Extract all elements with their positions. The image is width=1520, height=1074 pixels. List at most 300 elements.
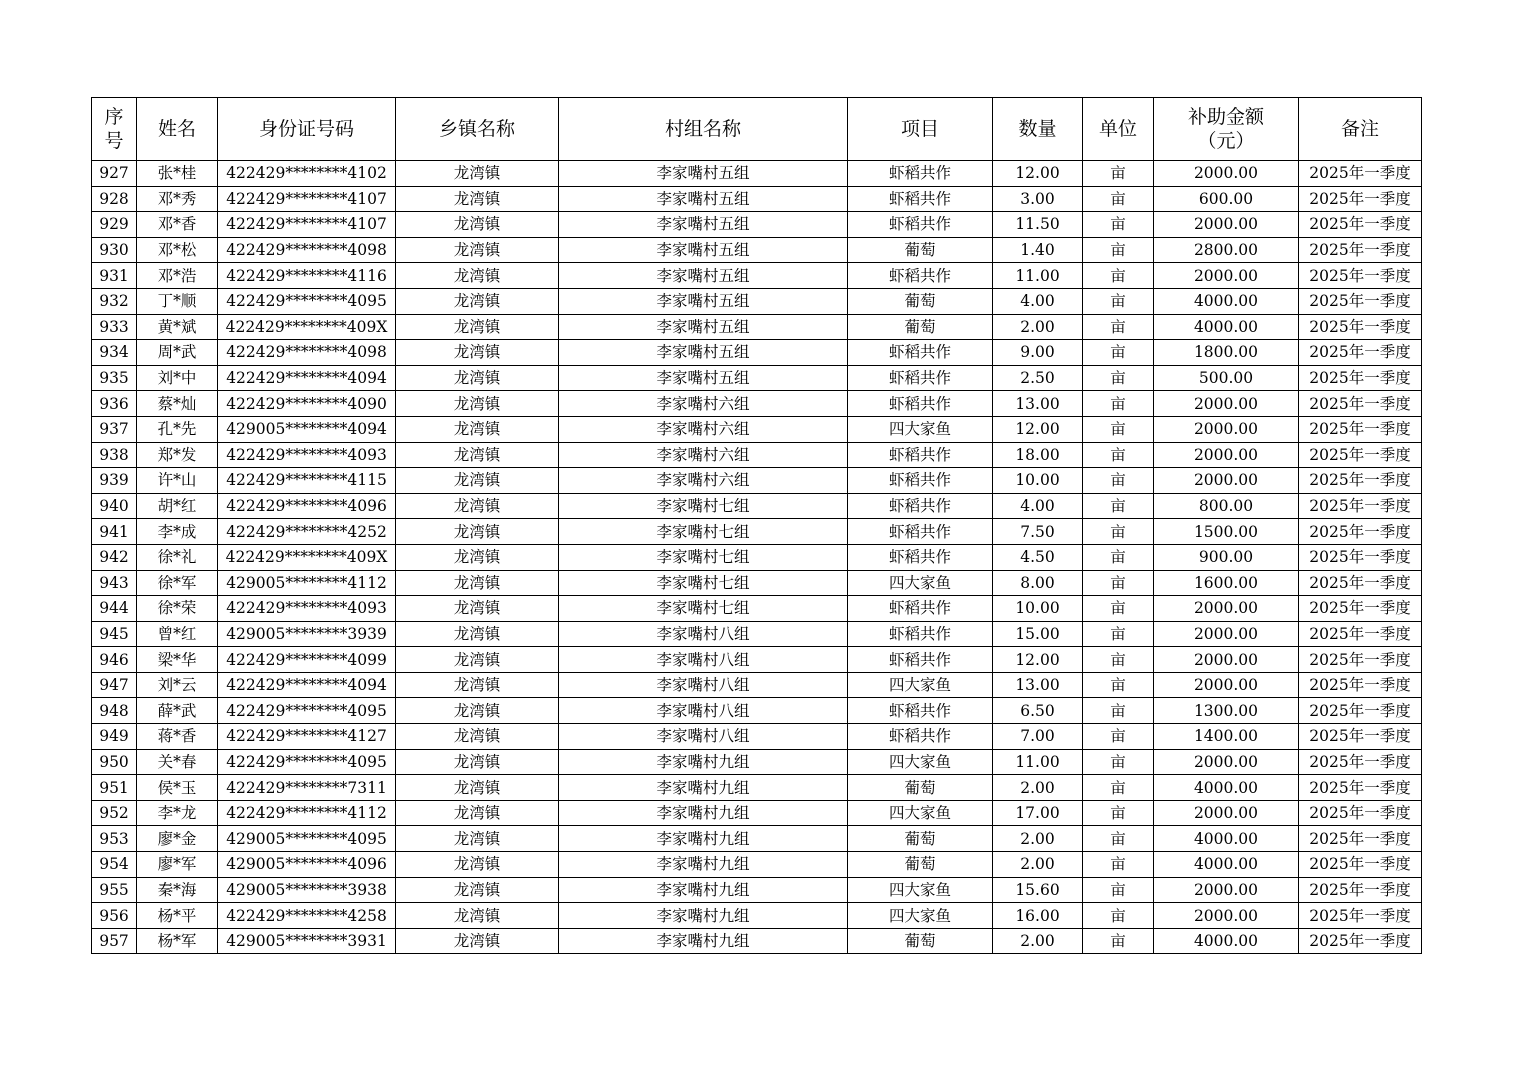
cell-town: 龙湾镇 xyxy=(396,698,559,724)
cell-name: 徐*荣 xyxy=(137,596,218,622)
cell-seq: 955 xyxy=(92,877,137,903)
cell-remarks: 2025年一季度 xyxy=(1299,468,1422,494)
cell-town: 龙湾镇 xyxy=(396,237,559,263)
cell-seq: 942 xyxy=(92,544,137,570)
cell-village-group: 李家嘴村七组 xyxy=(559,493,848,519)
cell-id-number: 422429********4095 xyxy=(218,698,396,724)
cell-quantity: 8.00 xyxy=(993,570,1083,596)
cell-seq: 932 xyxy=(92,288,137,314)
cell-subsidy-amount: 900.00 xyxy=(1154,544,1299,570)
header-project: 项目 xyxy=(848,98,993,161)
cell-seq: 938 xyxy=(92,442,137,468)
cell-project: 虾稻共作 xyxy=(848,621,993,647)
cell-quantity: 11.00 xyxy=(993,749,1083,775)
cell-project: 虾稻共作 xyxy=(848,724,993,750)
cell-town: 龙湾镇 xyxy=(396,903,559,929)
cell-project: 葡萄 xyxy=(848,775,993,801)
cell-remarks: 2025年一季度 xyxy=(1299,519,1422,545)
cell-village-group: 李家嘴村五组 xyxy=(559,314,848,340)
cell-id-number: 422429********4127 xyxy=(218,724,396,750)
header-unit: 单位 xyxy=(1083,98,1154,161)
cell-village-group: 李家嘴村五组 xyxy=(559,186,848,212)
cell-seq: 930 xyxy=(92,237,137,263)
cell-subsidy-amount: 600.00 xyxy=(1154,186,1299,212)
cell-project: 虾稻共作 xyxy=(848,186,993,212)
cell-quantity: 3.00 xyxy=(993,186,1083,212)
cell-unit: 亩 xyxy=(1083,544,1154,570)
cell-village-group: 李家嘴村九组 xyxy=(559,749,848,775)
cell-remarks: 2025年一季度 xyxy=(1299,493,1422,519)
cell-village-group: 李家嘴村八组 xyxy=(559,672,848,698)
cell-seq: 940 xyxy=(92,493,137,519)
cell-unit: 亩 xyxy=(1083,340,1154,366)
cell-unit: 亩 xyxy=(1083,416,1154,442)
table-row xyxy=(92,519,1422,545)
cell-subsidy-amount: 2000.00 xyxy=(1154,877,1299,903)
cell-town: 龙湾镇 xyxy=(396,519,559,545)
cell-id-number: 422429********4107 xyxy=(218,212,396,238)
cell-remarks: 2025年一季度 xyxy=(1299,365,1422,391)
cell-town: 龙湾镇 xyxy=(396,800,559,826)
cell-subsidy-amount: 1300.00 xyxy=(1154,698,1299,724)
cell-id-number: 429005********3931 xyxy=(218,928,396,954)
cell-seq: 944 xyxy=(92,596,137,622)
cell-project: 四大家鱼 xyxy=(848,672,993,698)
cell-unit: 亩 xyxy=(1083,724,1154,750)
cell-village-group: 李家嘴村六组 xyxy=(559,416,848,442)
table-row xyxy=(92,698,1422,724)
subsidy-roster-table xyxy=(91,97,1422,954)
cell-subsidy-amount: 4000.00 xyxy=(1154,852,1299,878)
cell-town: 龙湾镇 xyxy=(396,493,559,519)
cell-id-number: 422429********4112 xyxy=(218,800,396,826)
cell-seq: 951 xyxy=(92,775,137,801)
table-row xyxy=(92,544,1422,570)
table-row xyxy=(92,877,1422,903)
cell-subsidy-amount: 2000.00 xyxy=(1154,621,1299,647)
cell-town: 龙湾镇 xyxy=(396,365,559,391)
cell-remarks: 2025年一季度 xyxy=(1299,749,1422,775)
cell-seq: 954 xyxy=(92,852,137,878)
cell-subsidy-amount: 4000.00 xyxy=(1154,288,1299,314)
cell-subsidy-amount: 1600.00 xyxy=(1154,570,1299,596)
cell-remarks: 2025年一季度 xyxy=(1299,672,1422,698)
table-row xyxy=(92,263,1422,289)
cell-quantity: 12.00 xyxy=(993,647,1083,673)
cell-project: 四大家鱼 xyxy=(848,416,993,442)
cell-town: 龙湾镇 xyxy=(396,826,559,852)
table-body xyxy=(92,161,1422,954)
table-row xyxy=(92,365,1422,391)
cell-village-group: 李家嘴村六组 xyxy=(559,442,848,468)
cell-quantity: 17.00 xyxy=(993,800,1083,826)
cell-id-number: 422429********4096 xyxy=(218,493,396,519)
cell-project: 葡萄 xyxy=(848,237,993,263)
cell-quantity: 12.00 xyxy=(993,161,1083,187)
cell-id-number: 422429********4093 xyxy=(218,596,396,622)
cell-project: 四大家鱼 xyxy=(848,800,993,826)
cell-village-group: 李家嘴村六组 xyxy=(559,468,848,494)
cell-unit: 亩 xyxy=(1083,288,1154,314)
cell-subsidy-amount: 1500.00 xyxy=(1154,519,1299,545)
cell-town: 龙湾镇 xyxy=(396,621,559,647)
cell-subsidy-amount: 500.00 xyxy=(1154,365,1299,391)
cell-subsidy-amount: 2000.00 xyxy=(1154,903,1299,929)
cell-village-group: 李家嘴村八组 xyxy=(559,647,848,673)
cell-quantity: 10.00 xyxy=(993,468,1083,494)
cell-unit: 亩 xyxy=(1083,186,1154,212)
cell-project: 葡萄 xyxy=(848,288,993,314)
cell-name: 侯*玉 xyxy=(137,775,218,801)
cell-town: 龙湾镇 xyxy=(396,544,559,570)
cell-village-group: 李家嘴村八组 xyxy=(559,724,848,750)
table-row xyxy=(92,775,1422,801)
cell-project: 虾稻共作 xyxy=(848,468,993,494)
cell-subsidy-amount: 1400.00 xyxy=(1154,724,1299,750)
cell-village-group: 李家嘴村九组 xyxy=(559,903,848,929)
cell-quantity: 2.00 xyxy=(993,928,1083,954)
cell-project: 葡萄 xyxy=(848,826,993,852)
cell-subsidy-amount: 2000.00 xyxy=(1154,596,1299,622)
cell-subsidy-amount: 4000.00 xyxy=(1154,314,1299,340)
cell-village-group: 李家嘴村五组 xyxy=(559,237,848,263)
cell-id-number: 422429********4107 xyxy=(218,186,396,212)
cell-quantity: 11.00 xyxy=(993,263,1083,289)
header-subsidy-amount: 补助金额（元） xyxy=(1154,98,1299,161)
cell-subsidy-amount: 800.00 xyxy=(1154,493,1299,519)
cell-remarks: 2025年一季度 xyxy=(1299,800,1422,826)
cell-name: 杨*平 xyxy=(137,903,218,929)
cell-quantity: 2.00 xyxy=(993,852,1083,878)
cell-id-number: 422429********4093 xyxy=(218,442,396,468)
cell-village-group: 李家嘴村九组 xyxy=(559,852,848,878)
cell-id-number: 422429********4094 xyxy=(218,365,396,391)
cell-village-group: 李家嘴村九组 xyxy=(559,775,848,801)
table-row xyxy=(92,161,1422,187)
cell-name: 邓*松 xyxy=(137,237,218,263)
cell-village-group: 李家嘴村七组 xyxy=(559,570,848,596)
cell-name: 廖*军 xyxy=(137,852,218,878)
table-row xyxy=(92,212,1422,238)
header-remarks: 备注 xyxy=(1299,98,1422,161)
cell-village-group: 李家嘴村五组 xyxy=(559,263,848,289)
table-row xyxy=(92,749,1422,775)
cell-id-number: 422429********409X xyxy=(218,544,396,570)
cell-id-number: 422429********4116 xyxy=(218,263,396,289)
cell-quantity: 2.00 xyxy=(993,775,1083,801)
cell-remarks: 2025年一季度 xyxy=(1299,416,1422,442)
cell-remarks: 2025年一季度 xyxy=(1299,570,1422,596)
cell-project: 葡萄 xyxy=(848,314,993,340)
cell-quantity: 11.50 xyxy=(993,212,1083,238)
cell-town: 龙湾镇 xyxy=(396,647,559,673)
cell-village-group: 李家嘴村五组 xyxy=(559,340,848,366)
cell-name: 薛*武 xyxy=(137,698,218,724)
table-row xyxy=(92,468,1422,494)
cell-town: 龙湾镇 xyxy=(396,596,559,622)
cell-name: 邓*香 xyxy=(137,212,218,238)
cell-seq: 935 xyxy=(92,365,137,391)
document-page xyxy=(91,97,1421,954)
table-row xyxy=(92,596,1422,622)
header-seq: 序号 xyxy=(92,98,137,161)
cell-seq: 946 xyxy=(92,647,137,673)
cell-name: 李*成 xyxy=(137,519,218,545)
header-id-number: 身份证号码 xyxy=(218,98,396,161)
cell-name: 杨*军 xyxy=(137,928,218,954)
cell-project: 虾稻共作 xyxy=(848,519,993,545)
cell-name: 梁*华 xyxy=(137,647,218,673)
table-row xyxy=(92,647,1422,673)
cell-project: 四大家鱼 xyxy=(848,877,993,903)
cell-town: 龙湾镇 xyxy=(396,288,559,314)
cell-id-number: 429005********4095 xyxy=(218,826,396,852)
cell-project: 四大家鱼 xyxy=(848,749,993,775)
header-name: 姓名 xyxy=(137,98,218,161)
cell-seq: 927 xyxy=(92,161,137,187)
cell-seq: 939 xyxy=(92,468,137,494)
cell-name: 丁*顺 xyxy=(137,288,218,314)
cell-subsidy-amount: 2000.00 xyxy=(1154,161,1299,187)
cell-subsidy-amount: 4000.00 xyxy=(1154,826,1299,852)
cell-id-number: 422429********4090 xyxy=(218,391,396,417)
cell-id-number: 429005********3938 xyxy=(218,877,396,903)
cell-unit: 亩 xyxy=(1083,647,1154,673)
cell-village-group: 李家嘴村七组 xyxy=(559,519,848,545)
cell-seq: 941 xyxy=(92,519,137,545)
cell-village-group: 李家嘴村五组 xyxy=(559,365,848,391)
cell-subsidy-amount: 4000.00 xyxy=(1154,928,1299,954)
cell-town: 龙湾镇 xyxy=(396,263,559,289)
cell-subsidy-amount: 2000.00 xyxy=(1154,391,1299,417)
cell-seq: 949 xyxy=(92,724,137,750)
cell-remarks: 2025年一季度 xyxy=(1299,775,1422,801)
cell-unit: 亩 xyxy=(1083,903,1154,929)
cell-seq: 952 xyxy=(92,800,137,826)
cell-unit: 亩 xyxy=(1083,621,1154,647)
table-row xyxy=(92,186,1422,212)
cell-unit: 亩 xyxy=(1083,314,1154,340)
cell-unit: 亩 xyxy=(1083,749,1154,775)
cell-subsidy-amount: 2800.00 xyxy=(1154,237,1299,263)
cell-remarks: 2025年一季度 xyxy=(1299,928,1422,954)
cell-id-number: 422429********4115 xyxy=(218,468,396,494)
cell-unit: 亩 xyxy=(1083,519,1154,545)
cell-seq: 948 xyxy=(92,698,137,724)
cell-quantity: 16.00 xyxy=(993,903,1083,929)
cell-id-number: 429005********4112 xyxy=(218,570,396,596)
cell-project: 虾稻共作 xyxy=(848,212,993,238)
cell-project: 虾稻共作 xyxy=(848,365,993,391)
cell-subsidy-amount: 2000.00 xyxy=(1154,212,1299,238)
cell-seq: 936 xyxy=(92,391,137,417)
cell-id-number: 422429********4098 xyxy=(218,340,396,366)
cell-quantity: 4.00 xyxy=(993,288,1083,314)
cell-village-group: 李家嘴村九组 xyxy=(559,826,848,852)
cell-remarks: 2025年一季度 xyxy=(1299,621,1422,647)
cell-name: 蔡*灿 xyxy=(137,391,218,417)
cell-project: 虾稻共作 xyxy=(848,391,993,417)
cell-name: 邓*秀 xyxy=(137,186,218,212)
cell-id-number: 422429********4095 xyxy=(218,749,396,775)
cell-town: 龙湾镇 xyxy=(396,749,559,775)
cell-name: 郑*发 xyxy=(137,442,218,468)
cell-seq: 945 xyxy=(92,621,137,647)
cell-id-number: 429005********4094 xyxy=(218,416,396,442)
cell-seq: 953 xyxy=(92,826,137,852)
cell-id-number: 422429********7311 xyxy=(218,775,396,801)
cell-remarks: 2025年一季度 xyxy=(1299,288,1422,314)
cell-quantity: 2.50 xyxy=(993,365,1083,391)
table-row xyxy=(92,288,1422,314)
cell-name: 黄*斌 xyxy=(137,314,218,340)
cell-subsidy-amount: 2000.00 xyxy=(1154,749,1299,775)
cell-unit: 亩 xyxy=(1083,365,1154,391)
cell-town: 龙湾镇 xyxy=(396,340,559,366)
cell-quantity: 7.00 xyxy=(993,724,1083,750)
cell-remarks: 2025年一季度 xyxy=(1299,340,1422,366)
cell-seq: 956 xyxy=(92,903,137,929)
cell-name: 刘*中 xyxy=(137,365,218,391)
cell-project: 虾稻共作 xyxy=(848,493,993,519)
cell-town: 龙湾镇 xyxy=(396,570,559,596)
cell-id-number: 422429********4102 xyxy=(218,161,396,187)
cell-project: 虾稻共作 xyxy=(848,340,993,366)
cell-seq: 937 xyxy=(92,416,137,442)
cell-town: 龙湾镇 xyxy=(396,391,559,417)
cell-remarks: 2025年一季度 xyxy=(1299,724,1422,750)
cell-name: 秦*海 xyxy=(137,877,218,903)
cell-unit: 亩 xyxy=(1083,237,1154,263)
cell-seq: 934 xyxy=(92,340,137,366)
header-quantity: 数量 xyxy=(993,98,1083,161)
table-row xyxy=(92,928,1422,954)
cell-name: 孔*先 xyxy=(137,416,218,442)
cell-remarks: 2025年一季度 xyxy=(1299,596,1422,622)
cell-village-group: 李家嘴村九组 xyxy=(559,928,848,954)
cell-town: 龙湾镇 xyxy=(396,442,559,468)
table-row xyxy=(92,724,1422,750)
cell-quantity: 10.00 xyxy=(993,596,1083,622)
cell-name: 张*桂 xyxy=(137,161,218,187)
cell-town: 龙湾镇 xyxy=(396,775,559,801)
table-row xyxy=(92,237,1422,263)
table-row xyxy=(92,903,1422,929)
cell-project: 虾稻共作 xyxy=(848,544,993,570)
table-row xyxy=(92,621,1422,647)
cell-remarks: 2025年一季度 xyxy=(1299,314,1422,340)
cell-subsidy-amount: 4000.00 xyxy=(1154,775,1299,801)
cell-project: 虾稻共作 xyxy=(848,263,993,289)
cell-remarks: 2025年一季度 xyxy=(1299,161,1422,187)
cell-subsidy-amount: 2000.00 xyxy=(1154,468,1299,494)
cell-remarks: 2025年一季度 xyxy=(1299,391,1422,417)
table-row xyxy=(92,416,1422,442)
cell-remarks: 2025年一季度 xyxy=(1299,852,1422,878)
cell-id-number: 422429********4099 xyxy=(218,647,396,673)
cell-quantity: 12.00 xyxy=(993,416,1083,442)
cell-name: 刘*云 xyxy=(137,672,218,698)
cell-project: 葡萄 xyxy=(848,852,993,878)
cell-town: 龙湾镇 xyxy=(396,877,559,903)
cell-project: 虾稻共作 xyxy=(848,647,993,673)
table-row xyxy=(92,826,1422,852)
cell-project: 虾稻共作 xyxy=(848,161,993,187)
cell-town: 龙湾镇 xyxy=(396,852,559,878)
cell-name: 胡*红 xyxy=(137,493,218,519)
cell-quantity: 18.00 xyxy=(993,442,1083,468)
cell-remarks: 2025年一季度 xyxy=(1299,877,1422,903)
cell-remarks: 2025年一季度 xyxy=(1299,647,1422,673)
header-village-group: 村组名称 xyxy=(559,98,848,161)
table-header-row xyxy=(92,98,1422,161)
cell-unit: 亩 xyxy=(1083,263,1154,289)
cell-town: 龙湾镇 xyxy=(396,314,559,340)
cell-subsidy-amount: 2000.00 xyxy=(1154,800,1299,826)
cell-project: 虾稻共作 xyxy=(848,596,993,622)
table-row xyxy=(92,570,1422,596)
cell-remarks: 2025年一季度 xyxy=(1299,442,1422,468)
cell-name: 许*山 xyxy=(137,468,218,494)
cell-quantity: 6.50 xyxy=(993,698,1083,724)
cell-quantity: 15.00 xyxy=(993,621,1083,647)
cell-project: 虾稻共作 xyxy=(848,442,993,468)
table-row xyxy=(92,340,1422,366)
cell-quantity: 1.40 xyxy=(993,237,1083,263)
cell-unit: 亩 xyxy=(1083,570,1154,596)
cell-seq: 929 xyxy=(92,212,137,238)
cell-village-group: 李家嘴村七组 xyxy=(559,544,848,570)
cell-village-group: 李家嘴村五组 xyxy=(559,161,848,187)
cell-seq: 947 xyxy=(92,672,137,698)
cell-village-group: 李家嘴村五组 xyxy=(559,212,848,238)
cell-project: 葡萄 xyxy=(848,928,993,954)
cell-name: 关*春 xyxy=(137,749,218,775)
cell-unit: 亩 xyxy=(1083,596,1154,622)
cell-seq: 928 xyxy=(92,186,137,212)
cell-unit: 亩 xyxy=(1083,493,1154,519)
cell-unit: 亩 xyxy=(1083,928,1154,954)
cell-name: 蒋*香 xyxy=(137,724,218,750)
cell-subsidy-amount: 2000.00 xyxy=(1154,416,1299,442)
cell-remarks: 2025年一季度 xyxy=(1299,903,1422,929)
cell-name: 周*武 xyxy=(137,340,218,366)
cell-id-number: 422429********4258 xyxy=(218,903,396,929)
cell-unit: 亩 xyxy=(1083,826,1154,852)
cell-village-group: 李家嘴村五组 xyxy=(559,288,848,314)
cell-quantity: 9.00 xyxy=(993,340,1083,366)
table-row xyxy=(92,800,1422,826)
table-row xyxy=(92,314,1422,340)
cell-village-group: 李家嘴村八组 xyxy=(559,698,848,724)
cell-project: 虾稻共作 xyxy=(848,698,993,724)
cell-project: 四大家鱼 xyxy=(848,570,993,596)
cell-subsidy-amount: 1800.00 xyxy=(1154,340,1299,366)
cell-village-group: 李家嘴村七组 xyxy=(559,596,848,622)
cell-village-group: 李家嘴村九组 xyxy=(559,877,848,903)
cell-quantity: 7.50 xyxy=(993,519,1083,545)
cell-seq: 957 xyxy=(92,928,137,954)
cell-unit: 亩 xyxy=(1083,672,1154,698)
cell-id-number: 422429********4095 xyxy=(218,288,396,314)
cell-id-number: 422429********4098 xyxy=(218,237,396,263)
cell-unit: 亩 xyxy=(1083,852,1154,878)
cell-town: 龙湾镇 xyxy=(396,186,559,212)
cell-quantity: 4.50 xyxy=(993,544,1083,570)
table-row xyxy=(92,442,1422,468)
cell-unit: 亩 xyxy=(1083,698,1154,724)
cell-quantity: 2.00 xyxy=(993,314,1083,340)
